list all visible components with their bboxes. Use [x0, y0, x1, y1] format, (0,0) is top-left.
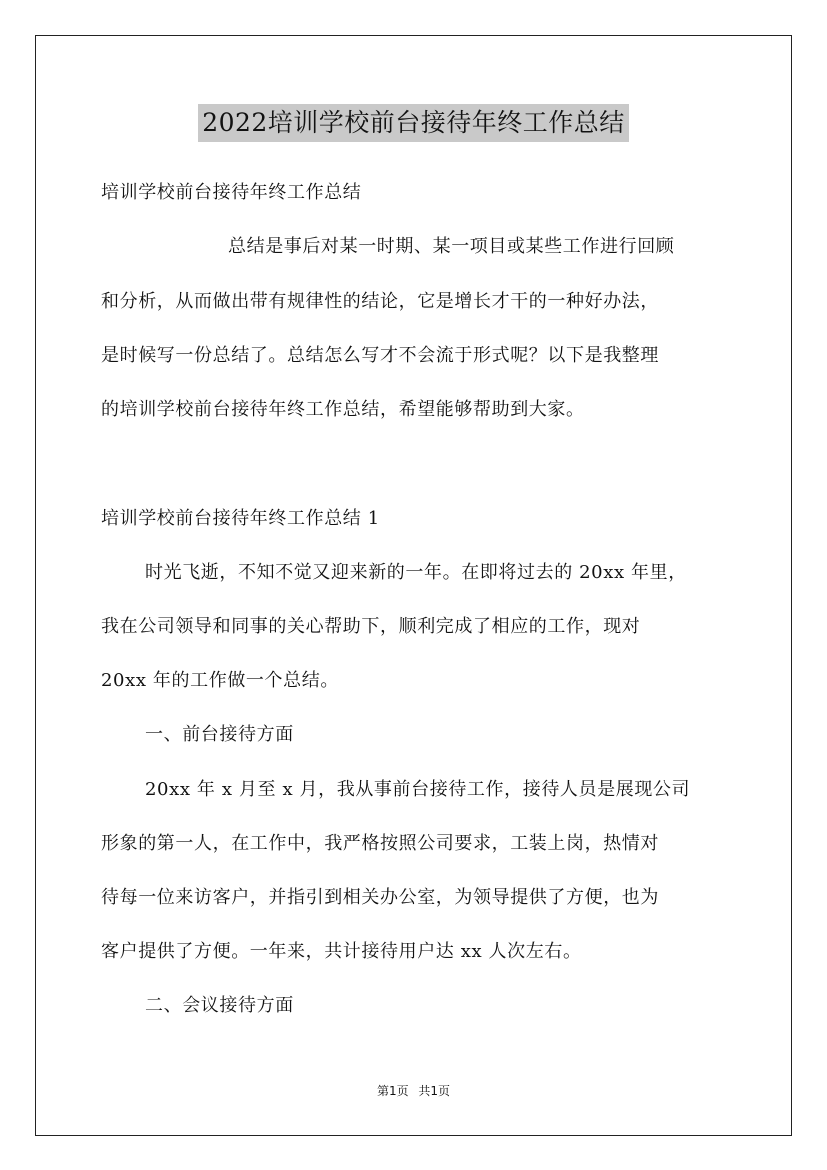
page-number: 第1页 [376, 1084, 409, 1098]
subheading-meeting: 二、会议接待方面 [145, 995, 294, 1016]
paragraph-2-line-2: 形象的第一人，在工作中，我严格按照公司要求，工装上岗，热情对 [101, 833, 659, 854]
intro-line-3: 是时候写一份总结了。总结怎么写才不会流于形式呢？以下是我整理 [101, 345, 659, 366]
subheading-reception: 一、前台接待方面 [145, 724, 294, 745]
document-title: 2022培训学校前台接待年终工作总结 [198, 104, 629, 142]
paragraph-1-line-3: 20xx 年的工作做一个总结。 [101, 670, 339, 691]
paragraph-1-line-2: 我在公司领导和同事的关心帮助下，顺利完成了相应的工作，现对 [101, 616, 641, 637]
paragraph-2-line-1: 20xx 年 x 月至 x 月，我从事前台接待工作，接待人员是展现公司 [145, 779, 691, 800]
paragraph-2-line-4: 客户提供了方便。一年来，共计接待用户达 xx 人次左右。 [101, 941, 582, 962]
document-subtitle: 培训学校前台接待年终工作总结 [101, 182, 362, 203]
title-container [0, 104, 827, 142]
intro-line-2: 和分析，从而做出带有规律性的结论，它是增长才干的一种好办法， [101, 291, 659, 312]
section-heading: 培训学校前台接待年终工作总结 1 [101, 508, 380, 529]
paragraph-2-line-3: 待每一位来访客户，并指引到相关办公室，为领导提供了方便，也为 [101, 887, 659, 908]
paragraph-1-line-1: 时光飞逝，不知不觉又迎来新的一年。在即将过去的 20xx 年里， [145, 562, 687, 583]
page-footer [0, 1083, 827, 1099]
intro-line-1: 总结是事后对某一时期、某一项目或某些工作进行回顾 [228, 236, 675, 257]
intro-line-4: 的培训学校前台接待年终工作总结，希望能够帮助到大家。 [101, 399, 585, 420]
page-total: 共1页 [418, 1084, 451, 1098]
